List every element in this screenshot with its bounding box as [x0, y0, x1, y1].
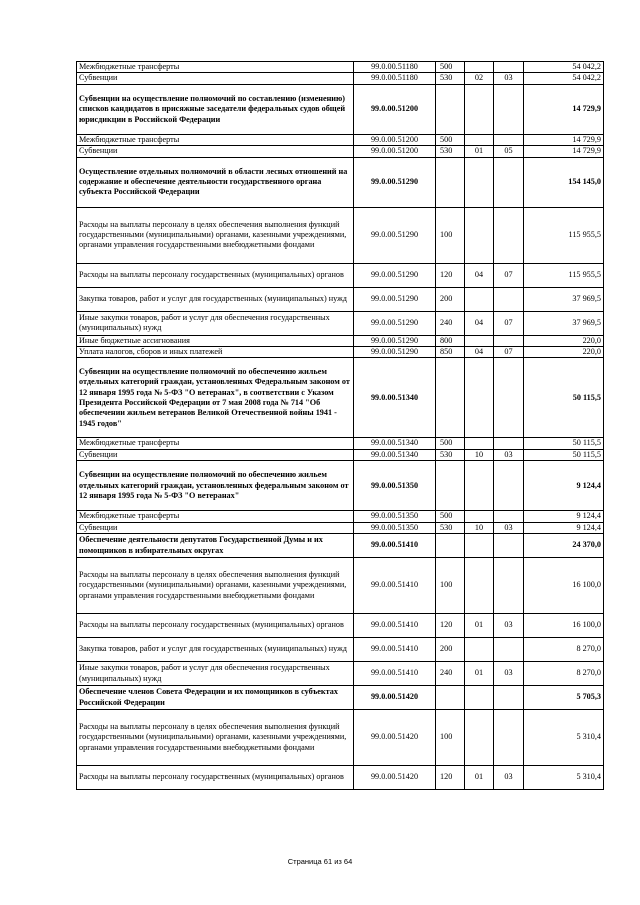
cell-name: Расходы на выплаты персоналу государственных (муниципальных) органов	[77, 263, 354, 287]
cell-subsection: 03	[494, 614, 524, 638]
cell-target-article: 99.0.00.51180	[354, 62, 436, 73]
cell-expense-type: 850	[436, 347, 465, 358]
table-row	[77, 686, 604, 710]
table-row	[77, 522, 604, 533]
cell-subsection: 07	[494, 347, 524, 358]
table-row	[77, 134, 604, 145]
table-row	[77, 84, 604, 134]
table-row	[77, 662, 604, 686]
cell-expense-type: 530	[436, 449, 465, 460]
cell-amount: 50 115,5	[524, 358, 604, 438]
cell-section: 04	[465, 263, 494, 287]
cell-name: Обеспечение деятельности депутатов Государственной Думы и их помощников в избирательных округах	[77, 534, 354, 558]
cell-target-article: 99.0.00.51180	[354, 73, 436, 84]
cell-section: 04	[465, 311, 494, 335]
cell-name: Осуществление отдельных полномочий в области лесных отношений на содержание и обеспечение деятельности государственного органа субъекта Российской Федерации	[77, 157, 354, 207]
cell-name: Уплата налогов, сборов и иных платежей	[77, 347, 354, 358]
cell-subsection	[494, 84, 524, 134]
cell-section	[465, 511, 494, 522]
cell-name: Расходы на выплаты персоналу в целях обеспечения выполнения функций государственными (муниципальными) органами, казенными учреждениями, органами управления государственными внебюджетными фондами	[77, 710, 354, 766]
cell-subsection	[494, 157, 524, 207]
cell-subsection: 03	[494, 449, 524, 460]
cell-target-article: 99.0.00.51200	[354, 84, 436, 134]
cell-name: Субвенции на осуществление полномочий по обеспечению жильем отдельных категорий граждан, установленных федеральным законом от 12 января 1995 года № 5-ФЗ "О ветеранах"	[77, 461, 354, 511]
cell-amount: 220,0	[524, 335, 604, 346]
cell-target-article: 99.0.00.51350	[354, 522, 436, 533]
cell-subsection: 05	[494, 146, 524, 157]
cell-amount: 37 969,5	[524, 311, 604, 335]
cell-expense-type: 100	[436, 558, 465, 614]
cell-section	[465, 710, 494, 766]
table-row	[77, 287, 604, 311]
cell-expense-type: 530	[436, 73, 465, 84]
cell-amount: 8 270,0	[524, 638, 604, 662]
cell-name: Расходы на выплаты персоналу государственных (муниципальных) органов	[77, 614, 354, 638]
cell-amount: 154 145,0	[524, 157, 604, 207]
cell-subsection: 03	[494, 522, 524, 533]
cell-target-article: 99.0.00.51290	[354, 311, 436, 335]
cell-subsection	[494, 358, 524, 438]
cell-target-article: 99.0.00.51290	[354, 347, 436, 358]
cell-name: Субвенции на осуществление полномочий по составлению (изменению) списков кандидатов в присяжные заседатели федеральных судов общей юрисдикции в Российской Федерации	[77, 84, 354, 134]
cell-amount: 14 729,9	[524, 84, 604, 134]
cell-subsection	[494, 134, 524, 145]
cell-amount: 9 124,4	[524, 522, 604, 533]
cell-expense-type: 240	[436, 311, 465, 335]
cell-target-article: 99.0.00.51350	[354, 511, 436, 522]
cell-expense-type: 240	[436, 662, 465, 686]
cell-expense-type: 500	[436, 438, 465, 449]
table-row	[77, 438, 604, 449]
cell-target-article: 99.0.00.51200	[354, 134, 436, 145]
cell-name: Межбюджетные трансферты	[77, 62, 354, 73]
table-row	[77, 449, 604, 460]
cell-name: Межбюджетные трансферты	[77, 134, 354, 145]
cell-target-article: 99.0.00.51340	[354, 438, 436, 449]
cell-name: Субвенции на осуществление полномочий по обеспечению жильем отдельных категорий граждан, установленных Федеральным законом от 12 января 1995 года № 5-ФЗ "О ветеранах", в соответствии с Указом Президента Российской Федерации от 7 мая 2008 года № 714 "Об обеспечении жильем ветеранов Великой Отечественной войны 1941 - 1945 годов"	[77, 358, 354, 438]
table-row	[77, 638, 604, 662]
cell-section	[465, 207, 494, 263]
cell-section: 10	[465, 522, 494, 533]
cell-section	[465, 558, 494, 614]
budget-table	[76, 61, 604, 790]
cell-expense-type: 100	[436, 207, 465, 263]
table-row	[77, 207, 604, 263]
cell-name: Субвенции	[77, 73, 354, 84]
cell-target-article: 99.0.00.51410	[354, 662, 436, 686]
cell-target-article: 99.0.00.51340	[354, 449, 436, 460]
cell-name: Иные закупки товаров, работ и услуг для обеспечения государственных (муниципальных) нужд	[77, 662, 354, 686]
cell-name: Субвенции	[77, 522, 354, 533]
page-number: Страница 61 из 64	[287, 857, 353, 866]
cell-target-article: 99.0.00.51420	[354, 766, 436, 790]
cell-subsection	[494, 438, 524, 449]
cell-target-article: 99.0.00.51410	[354, 534, 436, 558]
cell-section: 01	[465, 662, 494, 686]
cell-subsection: 03	[494, 73, 524, 84]
table-row	[77, 73, 604, 84]
cell-target-article: 99.0.00.51340	[354, 358, 436, 438]
cell-section	[465, 358, 494, 438]
table-row	[77, 534, 604, 558]
cell-name: Иные закупки товаров, работ и услуг для обеспечения государственных (муниципальных) нужд	[77, 311, 354, 335]
cell-amount: 50 115,5	[524, 449, 604, 460]
cell-subsection	[494, 62, 524, 73]
cell-subsection: 07	[494, 311, 524, 335]
cell-name: Межбюджетные трансферты	[77, 511, 354, 522]
cell-target-article: 99.0.00.51410	[354, 638, 436, 662]
cell-amount: 9 124,4	[524, 511, 604, 522]
cell-expense-type: 200	[436, 287, 465, 311]
cell-name: Закупка товаров, работ и услуг для государственных (муниципальных) нужд	[77, 638, 354, 662]
cell-target-article: 99.0.00.51290	[354, 157, 436, 207]
cell-amount: 5 310,4	[524, 766, 604, 790]
cell-expense-type: 800	[436, 335, 465, 346]
cell-amount: 14 729,9	[524, 146, 604, 157]
cell-target-article: 99.0.00.51410	[354, 558, 436, 614]
cell-expense-type: 500	[436, 62, 465, 73]
table-row	[77, 62, 604, 73]
cell-subsection	[494, 511, 524, 522]
table-row	[77, 710, 604, 766]
table-row	[77, 146, 604, 157]
cell-amount: 5 310,4	[524, 710, 604, 766]
cell-subsection: 07	[494, 263, 524, 287]
cell-subsection	[494, 558, 524, 614]
cell-subsection: 03	[494, 766, 524, 790]
cell-name: Обеспечение членов Совета Федерации и их помощников в субъектах Российской Федерации	[77, 686, 354, 710]
cell-subsection: 03	[494, 662, 524, 686]
cell-section: 01	[465, 146, 494, 157]
cell-subsection	[494, 287, 524, 311]
table-row	[77, 157, 604, 207]
cell-target-article: 99.0.00.51290	[354, 263, 436, 287]
table-row	[77, 461, 604, 511]
cell-amount: 115 955,5	[524, 207, 604, 263]
cell-section	[465, 534, 494, 558]
cell-name: Расходы на выплаты персоналу государственных (муниципальных) органов	[77, 766, 354, 790]
cell-name: Субвенции	[77, 146, 354, 157]
cell-section	[465, 638, 494, 662]
cell-subsection	[494, 207, 524, 263]
cell-section	[465, 461, 494, 511]
cell-section: 01	[465, 766, 494, 790]
cell-amount: 50 115,5	[524, 438, 604, 449]
cell-subsection	[494, 710, 524, 766]
cell-expense-type: 120	[436, 766, 465, 790]
cell-expense-type: 120	[436, 614, 465, 638]
cell-subsection	[494, 638, 524, 662]
cell-expense-type: 530	[436, 522, 465, 533]
cell-amount: 16 100,0	[524, 558, 604, 614]
cell-section	[465, 287, 494, 311]
cell-expense-type	[436, 461, 465, 511]
cell-section	[465, 62, 494, 73]
cell-name: Межбюджетные трансферты	[77, 438, 354, 449]
table-row	[77, 347, 604, 358]
cell-expense-type: 100	[436, 710, 465, 766]
cell-name: Иные бюджетные ассигнования	[77, 335, 354, 346]
cell-expense-type	[436, 358, 465, 438]
cell-expense-type: 530	[436, 146, 465, 157]
table-row	[77, 558, 604, 614]
cell-amount: 220,0	[524, 347, 604, 358]
cell-target-article: 99.0.00.51290	[354, 287, 436, 311]
cell-amount: 8 270,0	[524, 662, 604, 686]
cell-section	[465, 335, 494, 346]
cell-subsection	[494, 461, 524, 511]
table-body	[77, 62, 604, 790]
table-row	[77, 614, 604, 638]
table-row	[77, 263, 604, 287]
cell-subsection	[494, 335, 524, 346]
cell-section: 02	[465, 73, 494, 84]
cell-section	[465, 134, 494, 145]
cell-name: Субвенции	[77, 449, 354, 460]
cell-name: Расходы на выплаты персоналу в целях обеспечения выполнения функций государственными (муниципальными) органами, казенными учреждениями, органами управления государственными внебюджетными фондами	[77, 207, 354, 263]
table-row	[77, 311, 604, 335]
cell-target-article: 99.0.00.51200	[354, 146, 436, 157]
cell-amount: 16 100,0	[524, 614, 604, 638]
cell-amount: 14 729,9	[524, 134, 604, 145]
cell-expense-type	[436, 686, 465, 710]
cell-section: 10	[465, 449, 494, 460]
cell-expense-type: 200	[436, 638, 465, 662]
cell-subsection	[494, 686, 524, 710]
table-row	[77, 335, 604, 346]
cell-section	[465, 686, 494, 710]
table-row	[77, 511, 604, 522]
cell-target-article: 99.0.00.51290	[354, 335, 436, 346]
cell-subsection	[494, 534, 524, 558]
cell-amount: 5 705,3	[524, 686, 604, 710]
cell-target-article: 99.0.00.51350	[354, 461, 436, 511]
table-row	[77, 766, 604, 790]
cell-section: 04	[465, 347, 494, 358]
cell-amount: 115 955,5	[524, 263, 604, 287]
cell-section	[465, 157, 494, 207]
cell-expense-type	[436, 84, 465, 134]
cell-amount: 37 969,5	[524, 287, 604, 311]
cell-section	[465, 438, 494, 449]
cell-name: Закупка товаров, работ и услуг для государственных (муниципальных) нужд	[77, 287, 354, 311]
cell-amount: 9 124,4	[524, 461, 604, 511]
cell-name: Расходы на выплаты персоналу в целях обеспечения выполнения функций государственными (муниципальными) органами, казенными учреждениями, органами управления государственными внебюджетными фондами	[77, 558, 354, 614]
cell-target-article: 99.0.00.51420	[354, 710, 436, 766]
cell-expense-type	[436, 534, 465, 558]
cell-amount: 24 370,0	[524, 534, 604, 558]
cell-expense-type: 120	[436, 263, 465, 287]
cell-expense-type: 500	[436, 511, 465, 522]
cell-expense-type: 500	[436, 134, 465, 145]
cell-section	[465, 84, 494, 134]
cell-amount: 54 042,2	[524, 62, 604, 73]
cell-amount: 54 042,2	[524, 73, 604, 84]
cell-expense-type	[436, 157, 465, 207]
table-row	[77, 358, 604, 438]
cell-target-article: 99.0.00.51420	[354, 686, 436, 710]
cell-section: 01	[465, 614, 494, 638]
cell-target-article: 99.0.00.51410	[354, 614, 436, 638]
cell-target-article: 99.0.00.51290	[354, 207, 436, 263]
